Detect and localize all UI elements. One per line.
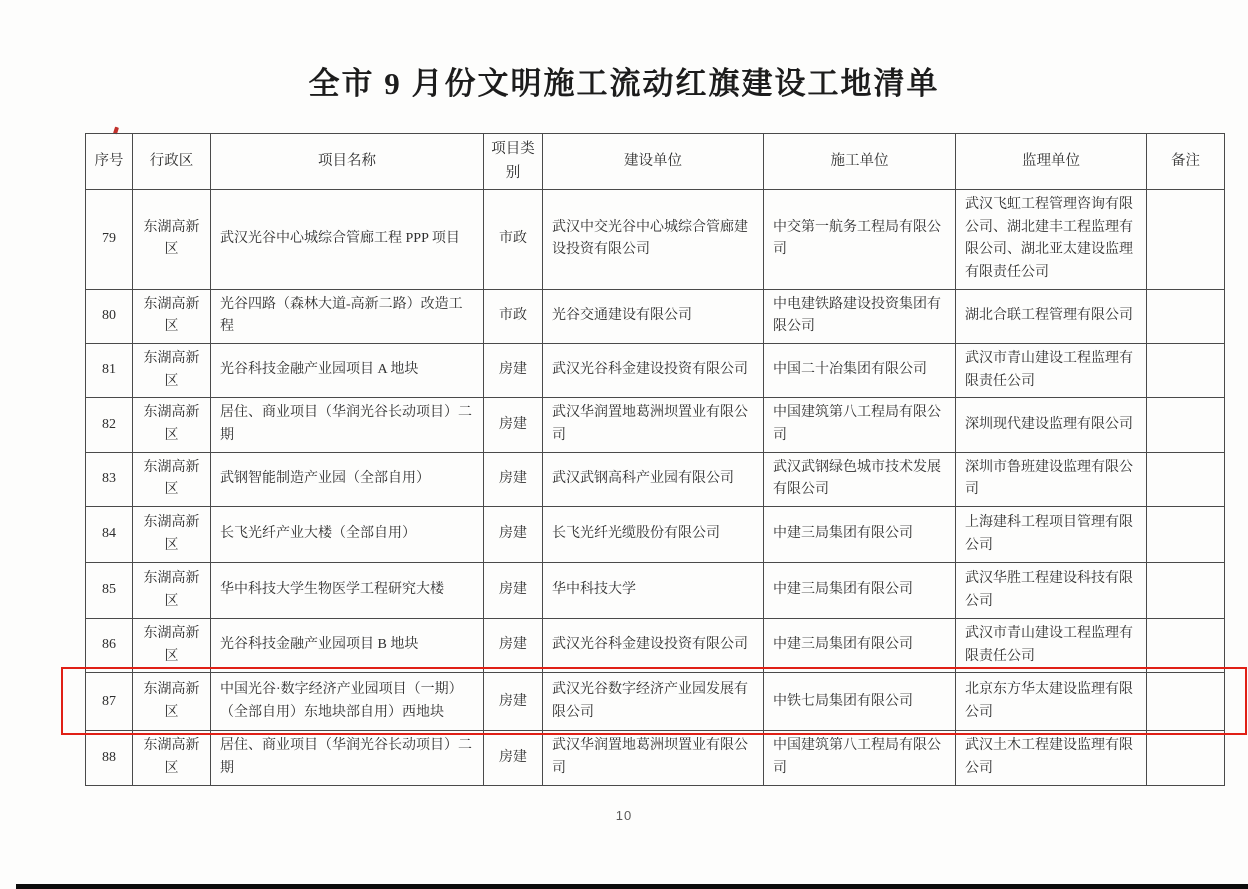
table-header [86, 134, 1225, 190]
cell-construction-unit: 光谷交通建设有限公司 [543, 289, 764, 343]
cell-remark [1147, 344, 1225, 398]
cell-project-category: 市政 [484, 190, 543, 290]
cell-district: 东湖高新区 [133, 619, 211, 673]
cell-project-category: 房建 [484, 398, 543, 452]
scan-edge-artifact [16, 884, 1248, 889]
cell-construction-unit: 武汉光谷科金建设投资有限公司 [543, 344, 764, 398]
cell-district: 东湖高新区 [133, 452, 211, 506]
cell-supervision-unit: 深圳现代建设监理有限公司 [956, 398, 1147, 452]
cell-district: 东湖高新区 [133, 731, 211, 785]
cell-remark [1147, 190, 1225, 290]
table-row [86, 673, 1225, 731]
cell-district: 东湖高新区 [133, 344, 211, 398]
cell-remark [1147, 619, 1225, 673]
cell-supervision-unit: 湖北合联工程管理有限公司 [956, 289, 1147, 343]
cell-construction-unit: 武汉中交光谷中心城综合管廊建设投资有限公司 [543, 190, 764, 290]
cell-remark [1147, 398, 1225, 452]
page-title: 全市 9 月份文明施工流动红旗建设工地清单 [308, 66, 940, 101]
cell-project-name: 居住、商业项目（华润光谷长动项目）二期 [211, 731, 484, 785]
cell-contractor-unit: 中电建铁路建设投资集团有限公司 [764, 289, 956, 343]
table-header-row [86, 134, 1225, 190]
cell-construction-unit: 武汉华润置地葛洲坝置业有限公司 [543, 398, 764, 452]
header-construction-unit: 建设单位 [543, 134, 764, 190]
cell-district: 东湖高新区 [133, 289, 211, 343]
cell-contractor-unit: 中国建筑第八工程局有限公司 [764, 398, 956, 452]
cell-serial-number: 84 [86, 507, 133, 563]
cell-contractor-unit: 中交第一航务工程局有限公司 [764, 190, 956, 290]
cell-project-category: 房建 [484, 619, 543, 673]
header-project-category: 项目类别 [484, 134, 543, 190]
cell-contractor-unit: 中国建筑第八工程局有限公司 [764, 731, 956, 785]
cell-project-name: 武钢智能制造产业园（全部自用） [211, 452, 484, 506]
cell-serial-number: 79 [86, 190, 133, 290]
cell-project-name: 长飞光纤产业大楼（全部自用） [211, 507, 484, 563]
cell-district: 东湖高新区 [133, 673, 211, 731]
cell-supervision-unit: 北京东方华太建设监理有限公司 [956, 673, 1147, 731]
cell-remark [1147, 452, 1225, 506]
header-contractor-unit: 施工单位 [764, 134, 956, 190]
cell-supervision-unit: 武汉华胜工程建设科技有限公司 [956, 563, 1147, 619]
header-serial-number: 序号 [86, 134, 133, 190]
header-project-name: 项目名称 [211, 134, 484, 190]
cell-remark [1147, 673, 1225, 731]
cell-supervision-unit: 武汉飞虹工程管理咨询有限公司、湖北建丰工程监理有限公司、湖北亚太建设监理有限责任公司 [956, 190, 1147, 290]
cell-remark [1147, 731, 1225, 785]
cell-project-name: 光谷四路（森林大道-高新二路）改造工程 [211, 289, 484, 343]
cell-project-category: 房建 [484, 507, 543, 563]
cell-project-name: 华中科技大学生物医学工程研究大楼 [211, 563, 484, 619]
cell-contractor-unit: 中建三局集团有限公司 [764, 507, 956, 563]
cell-contractor-unit: 中国二十冶集团有限公司 [764, 344, 956, 398]
cell-construction-unit: 武汉华润置地葛洲坝置业有限公司 [543, 731, 764, 785]
cell-serial-number: 83 [86, 452, 133, 506]
table-row [86, 344, 1225, 398]
cell-remark [1147, 289, 1225, 343]
cell-district: 东湖高新区 [133, 190, 211, 290]
cell-construction-unit: 华中科技大学 [543, 563, 764, 619]
cell-project-category: 房建 [484, 344, 543, 398]
table-row [86, 507, 1225, 563]
cell-supervision-unit: 武汉土木工程建设监理有限公司 [956, 731, 1147, 785]
header-supervision-unit: 监理单位 [956, 134, 1147, 190]
cell-construction-unit: 武汉武钢高科产业园有限公司 [543, 452, 764, 506]
cell-project-category: 房建 [484, 563, 543, 619]
cell-construction-unit: 武汉光谷科金建设投资有限公司 [543, 619, 764, 673]
cell-serial-number: 87 [86, 673, 133, 731]
cell-serial-number: 86 [86, 619, 133, 673]
cell-construction-unit: 武汉光谷数字经济产业园发展有限公司 [543, 673, 764, 731]
cell-project-category: 房建 [484, 731, 543, 785]
cell-district: 东湖高新区 [133, 507, 211, 563]
cell-project-name: 居住、商业项目（华润光谷长动项目）二期 [211, 398, 484, 452]
cell-contractor-unit: 中铁七局集团有限公司 [764, 673, 956, 731]
cell-district: 东湖高新区 [133, 398, 211, 452]
cell-remark [1147, 507, 1225, 563]
cell-project-name: 光谷科技金融产业园项目 B 地块 [211, 619, 484, 673]
table-row [86, 563, 1225, 619]
cell-remark [1147, 563, 1225, 619]
cell-serial-number: 88 [86, 731, 133, 785]
table-row [86, 190, 1225, 290]
cell-construction-unit: 长飞光纤光缆股份有限公司 [543, 507, 764, 563]
cell-project-category: 房建 [484, 452, 543, 506]
cell-supervision-unit: 上海建科工程项目管理有限公司 [956, 507, 1147, 563]
table-row [86, 619, 1225, 673]
cell-supervision-unit: 武汉市青山建设工程监理有限责任公司 [956, 344, 1147, 398]
cell-contractor-unit: 武汉武钢绿色城市技术发展有限公司 [764, 452, 956, 506]
cell-contractor-unit: 中建三局集团有限公司 [764, 619, 956, 673]
table-row [86, 731, 1225, 785]
table-body [86, 190, 1225, 786]
cell-serial-number: 81 [86, 344, 133, 398]
header-remark: 备注 [1147, 134, 1225, 190]
cell-serial-number: 80 [86, 289, 133, 343]
construction-sites-table [85, 133, 1225, 786]
header-district: 行政区 [133, 134, 211, 190]
table-row [86, 289, 1225, 343]
cell-serial-number: 85 [86, 563, 133, 619]
cell-project-name: 中国光谷·数字经济产业园项目（一期）（全部自用）东地块部自用）西地块 [211, 673, 484, 731]
table-row [86, 398, 1225, 452]
cell-project-category: 房建 [484, 673, 543, 731]
cell-supervision-unit: 深圳市鲁班建设监理有限公司 [956, 452, 1147, 506]
page-number: 10 [615, 808, 633, 823]
cell-district: 东湖高新区 [133, 563, 211, 619]
cell-contractor-unit: 中建三局集团有限公司 [764, 563, 956, 619]
cell-supervision-unit: 武汉市青山建设工程监理有限责任公司 [956, 619, 1147, 673]
cell-project-category: 市政 [484, 289, 543, 343]
cell-serial-number: 82 [86, 398, 133, 452]
table-row [86, 452, 1225, 506]
cell-project-name: 光谷科技金融产业园项目 A 地块 [211, 344, 484, 398]
cell-project-name: 武汉光谷中心城综合管廊工程 PPP 项目 [211, 190, 484, 290]
